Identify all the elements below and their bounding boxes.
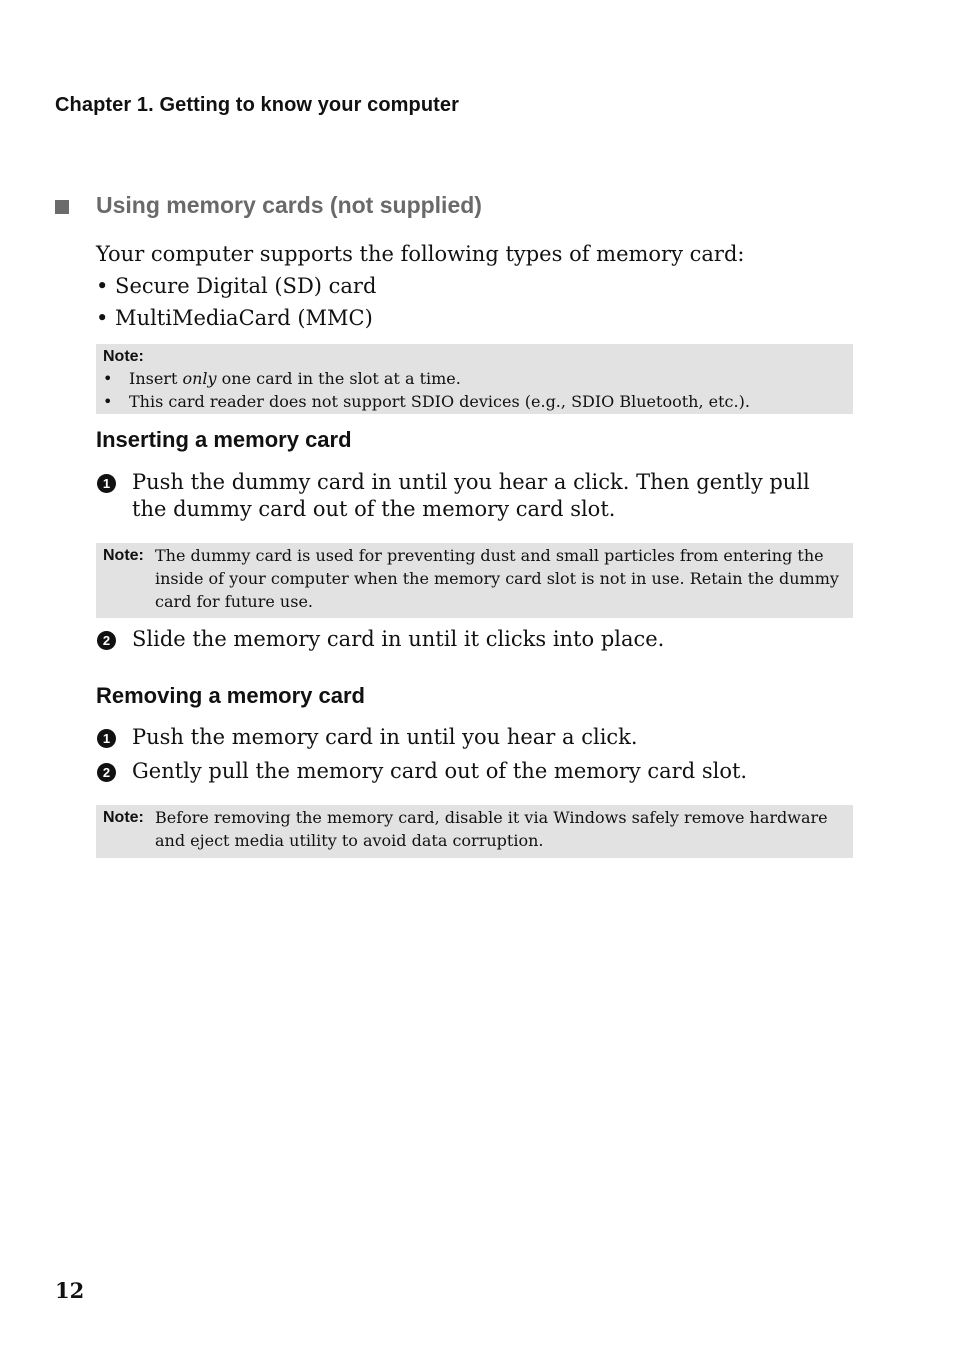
emphasis-text: only: [182, 369, 217, 388]
note-bullet: [103, 390, 853, 413]
note-bullet: [103, 367, 853, 390]
note-label: Note:: [103, 547, 144, 564]
card-type-item: • Secure Digital (SD) card: [96, 274, 377, 298]
step-text: Gently pull the memory card out of the memory card slot.: [132, 759, 748, 783]
step-number-icon: 1: [97, 729, 116, 748]
note-text: The dummy card is used for preventing dust and small particles from entering the inside of your computer when the memory card slot is not in use. Retain the dummy card for future use.: [155, 546, 839, 611]
inserting-step-2: [97, 626, 822, 653]
card-type-item: • MultiMediaCard (MMC): [96, 306, 373, 330]
page-number: 12: [55, 1278, 85, 1303]
step-text: Push the memory card in until you hear a click.: [132, 725, 638, 749]
note-text: Before removing the memory card, disable it via Windows safely remove hardware and eject media utility to avoid data corruption.: [155, 808, 828, 850]
section-title: Using memory cards (not supplied): [96, 192, 482, 218]
intro-paragraph: [96, 238, 856, 334]
bullet-icon: •: [103, 369, 113, 388]
removing-heading: Removing a memory card: [96, 683, 365, 708]
intro-text: Your computer supports the following types of memory card:: [96, 242, 745, 266]
step-number-icon: 2: [97, 763, 116, 782]
inserting-step-1: [97, 469, 822, 523]
removing-step-1: [97, 724, 822, 751]
step-text: Push the dummy card in until you hear a click. Then gently pull the dummy card out of the memory card slot.: [132, 470, 810, 521]
step-text: Slide the memory card in until it clicks into place.: [132, 627, 665, 651]
note-box-dummy-card: [96, 543, 853, 618]
step-number-icon: 2: [97, 631, 116, 650]
note-bullet-text: This card reader does not support SDIO devices (e.g., SDIO Bluetooth, etc.).: [129, 392, 750, 411]
note-bullet-text: Insert only one card in the slot at a time.: [129, 369, 461, 388]
removing-step-2: [97, 758, 822, 785]
note-box-card-types: [96, 344, 853, 414]
note-label: Note:: [103, 348, 144, 365]
bullet-icon: •: [103, 392, 113, 411]
chapter-title: Chapter 1. Getting to know your computer: [55, 94, 460, 116]
note-label: Note:: [103, 809, 144, 826]
note-box-removal: [96, 805, 853, 858]
square-bullet-icon: [55, 200, 69, 214]
inserting-heading: Inserting a memory card: [96, 427, 352, 452]
step-number-icon: 1: [97, 474, 116, 493]
section-header: [55, 192, 482, 219]
